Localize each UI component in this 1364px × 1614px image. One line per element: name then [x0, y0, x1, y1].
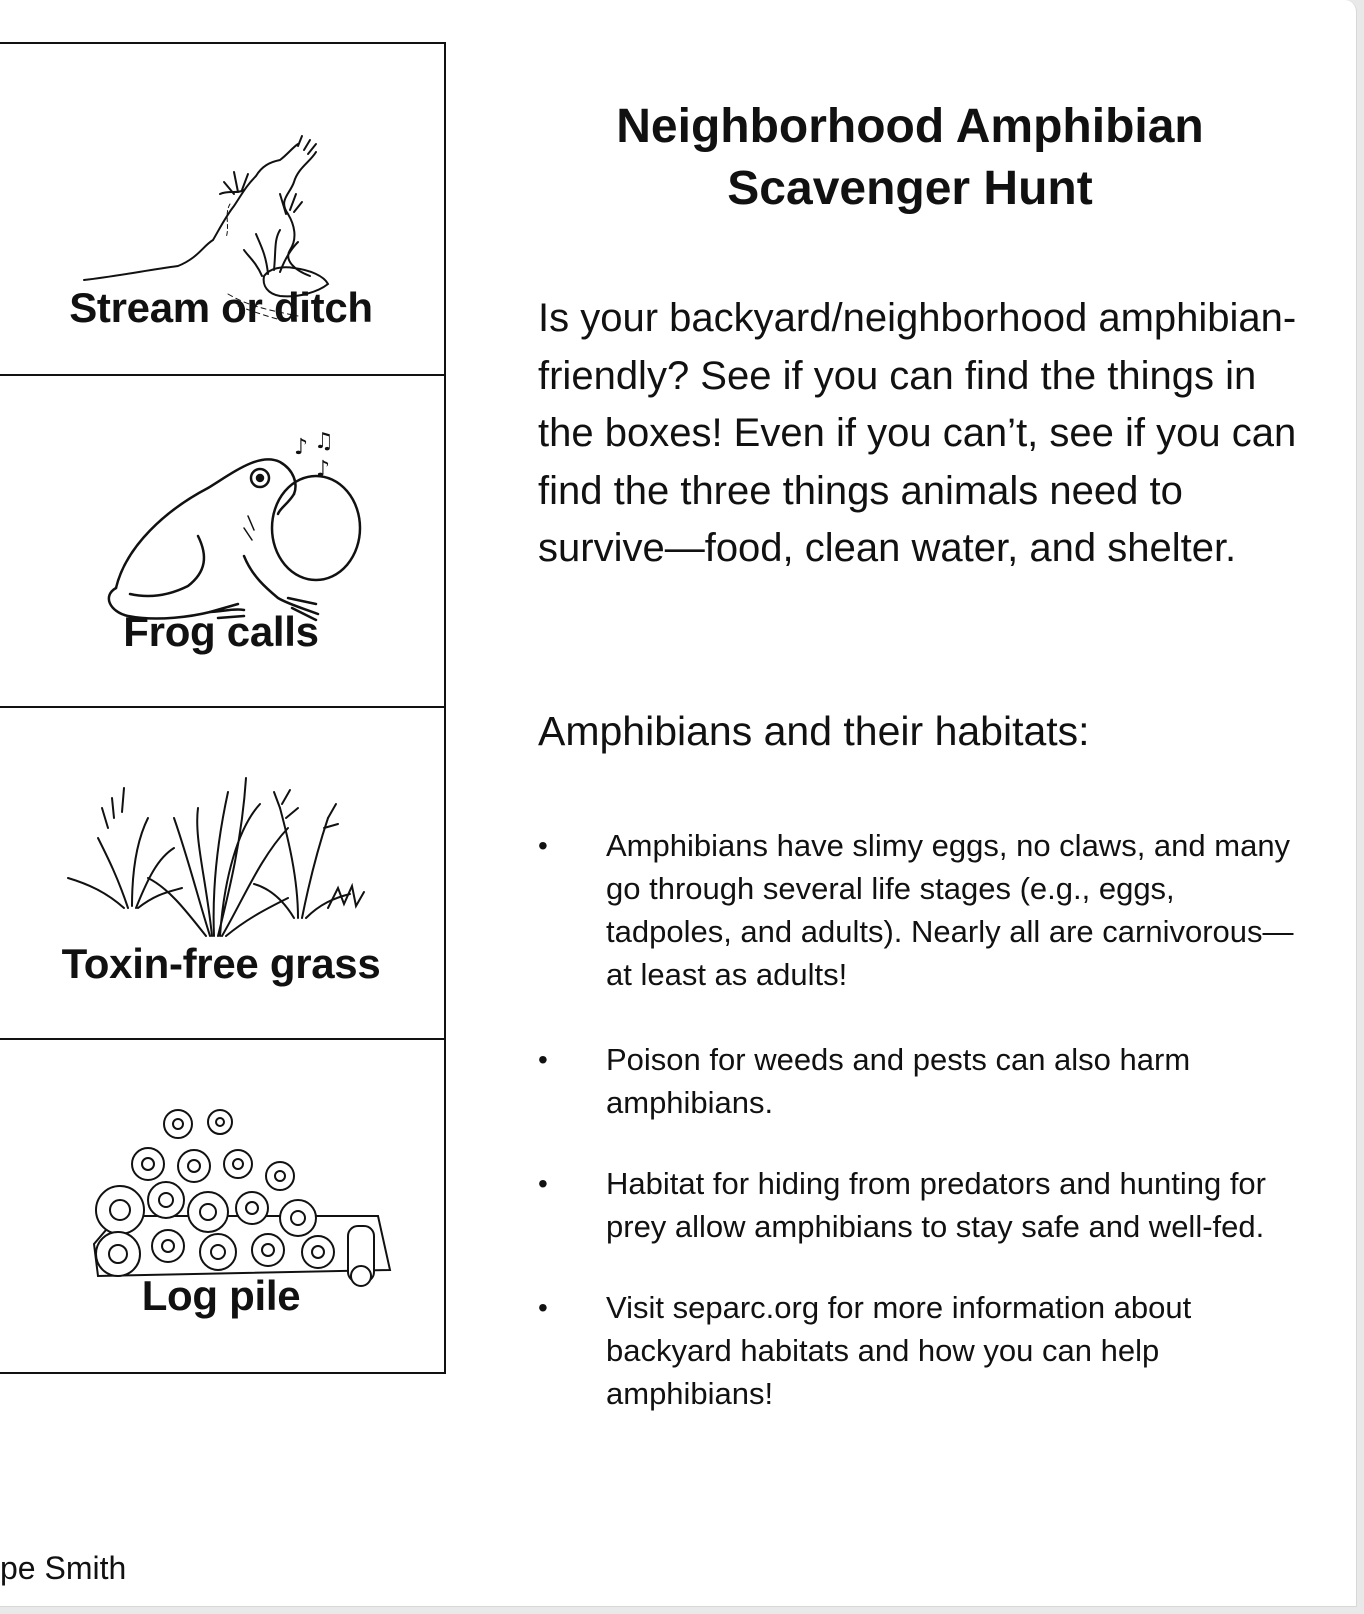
- log-pile-illustration-icon: [0, 1040, 448, 1372]
- title-line-1: Neighborhood Amphibian: [616, 100, 1204, 153]
- box-stream: [0, 44, 444, 376]
- habitat-facts-list: [538, 824, 1308, 1415]
- frog-calling-illustration-icon: [0, 376, 448, 708]
- page-title: [520, 96, 1300, 220]
- box-grass: [0, 708, 444, 1040]
- list-item-text: Amphibians have slimy eggs, no claws, and many go through several life stages (e.g., eggs, tadpoles, and adults). Nearly all are carnivorous—at least as adults!: [606, 828, 1294, 992]
- box-label-frog-calls: Frog calls: [123, 608, 319, 655]
- bullet-icon: •: [538, 1044, 548, 1075]
- bullet-icon: •: [538, 1292, 548, 1323]
- box-label-log-pile: Log pile: [141, 1272, 301, 1319]
- habitats-subheading: Amphibians and their habitats:: [538, 708, 1090, 754]
- list-item: [538, 1286, 1308, 1415]
- intro-paragraph: Is your backyard/neighborhood amphibian-friendly? See if you can find the things in the boxes! Even if you can’t, see if you can find the three things animals need to survive—food, clean water, and shelter.: [538, 296, 1297, 570]
- list-item: [538, 1162, 1308, 1248]
- list-item-text: Habitat for hiding from predators and hunting for prey allow amphibians to stay safe and well-fed.: [606, 1166, 1266, 1244]
- list-item: [538, 824, 1308, 996]
- title-line-2: Scavenger Hunt: [727, 162, 1093, 215]
- list-item-text: Poison for weeds and pests can also harm amphibians.: [606, 1042, 1191, 1120]
- grass-illustration-icon: [0, 708, 448, 1040]
- svg-text:♪: ♪: [294, 435, 309, 460]
- scavenger-grid: [0, 42, 446, 1374]
- box-frog-calls: [0, 376, 444, 708]
- list-item-text: Visit separc.org for more information about backyard habitats and how you can help amphibians!: [606, 1290, 1192, 1411]
- svg-text:♪: ♪: [316, 457, 331, 482]
- list-item: [538, 1038, 1308, 1124]
- box-label-grass: Toxin-free grass: [61, 940, 381, 987]
- author-credit: pe Smith: [0, 1550, 127, 1586]
- box-log-pile: [0, 1040, 444, 1372]
- box-label-stream: Stream or ditch: [69, 284, 373, 331]
- svg-text:♫: ♫: [314, 429, 334, 454]
- bullet-icon: •: [538, 830, 548, 861]
- bullet-icon: •: [538, 1168, 548, 1199]
